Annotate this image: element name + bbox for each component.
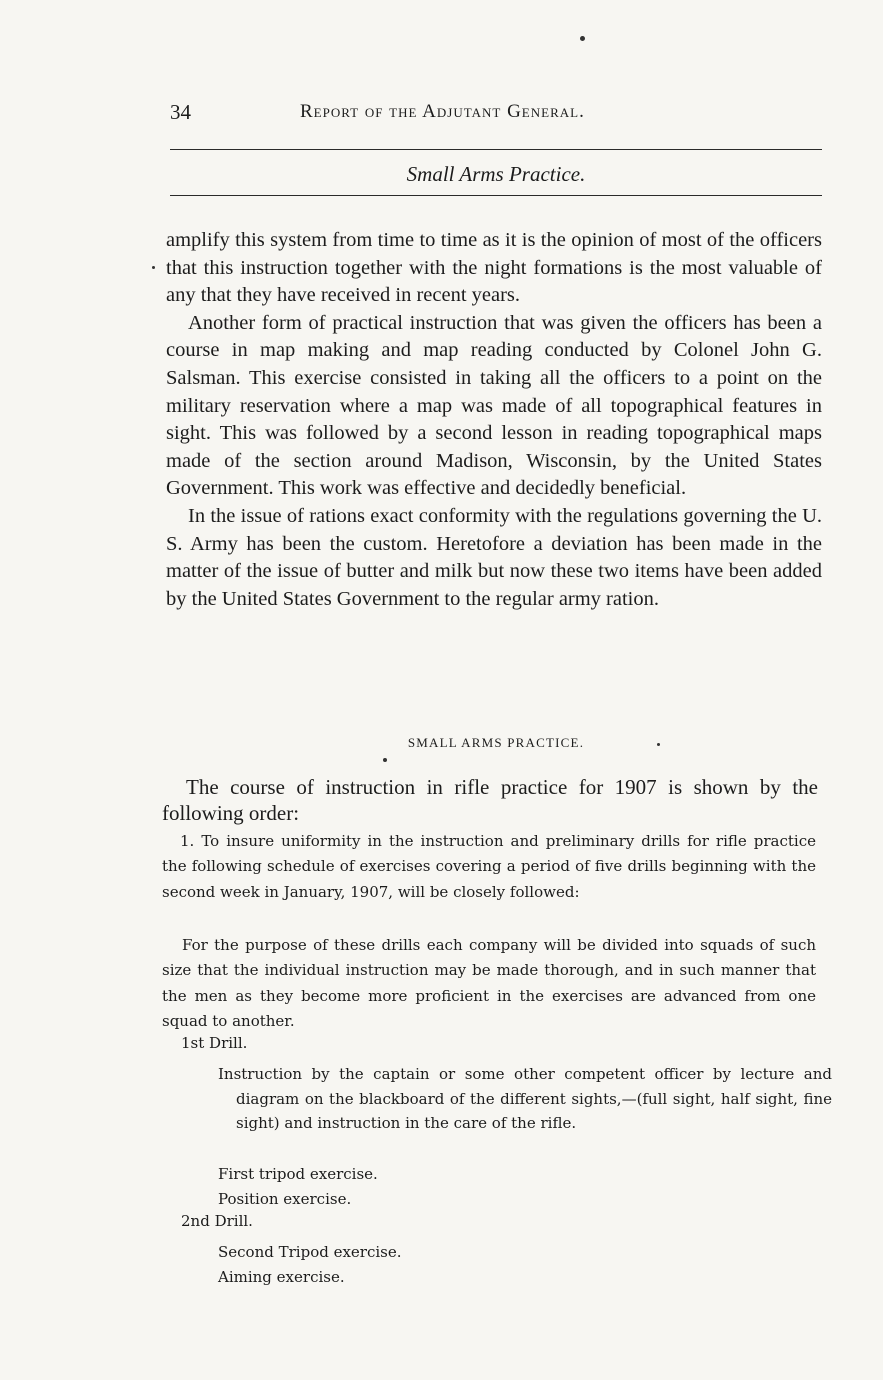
drill-label: 1st Drill. <box>181 1034 248 1052</box>
subsection-intro: The course of instruction in rifle practice for 1907 is shown by the following order: <box>162 775 818 825</box>
order-item-2 <box>162 933 816 1034</box>
ink-speck <box>383 758 387 762</box>
order-item-1 <box>162 829 816 905</box>
order-paragraph: For the purpose of these drills each company will be divided into squads of such size that the individual instruction may be made thorough, and in such manner that the men as they become more proficient in the exercises are advanced from one squad to another. <box>162 936 816 1030</box>
header-rule-top <box>170 149 822 150</box>
drill-item: First tripod exercise. <box>218 1165 378 1183</box>
body-text <box>166 227 822 613</box>
subsection-intro-block <box>162 774 818 826</box>
drill-item: Second Tripod exercise. <box>218 1243 402 1261</box>
drill-label: 2nd Drill. <box>181 1212 253 1230</box>
running-title: Report of the Adjutant General. <box>300 101 585 122</box>
drill-item: Position exercise. <box>218 1190 352 1208</box>
paragraph: Another form of practical instruction that was given the officers has been a course in map making and map reading conducted by Colonel John G. Salsman. This exercise consisted in taking all the officers to a point on the military reservation where a map was made of all topographical features in sight. This was followed by a second lesson in reading topographical maps made of the section around Madison, Wisconsin, by the United States Government. This work was effective and decidedly beneficial. <box>166 311 822 500</box>
ink-speck <box>580 36 585 41</box>
paragraph: In the issue of rations exact conformity with the regulations governing the U. S. Army has been the custom. Heretofore a deviation has been made in the matter of the issue of butter and milk but now these two items have been added by the United States Government to the regular army ration. <box>166 504 822 610</box>
subsection-heading: SMALL ARMS PRACTICE. <box>407 735 585 750</box>
section-title: Small Arms Practice. <box>406 162 586 186</box>
drill-item: Instruction by the captain or some other competent officer by lecture and diagram on the blackboard of the different sights,—(full sight, half sight, fine sight) and instruction in the care of the rifle. <box>218 1065 832 1132</box>
header-rule-bottom <box>170 195 822 196</box>
ink-speck <box>657 743 660 746</box>
paragraph: amplify this system from time to time as it is the opinion of most of the officers that this instruction together with the night formations is the most valuable of any that they have received in recent years. <box>166 229 822 307</box>
order-paragraph: 1. To insure uniformity in the instruction and preliminary drills for rifle practice the following schedule of exercises covering a period of five drills beginning with the second week in January, 1907, will be closely followed: <box>162 832 816 901</box>
ink-speck <box>152 266 155 269</box>
page-number: 34 <box>170 100 191 124</box>
drill-item: Aiming exercise. <box>218 1268 345 1286</box>
